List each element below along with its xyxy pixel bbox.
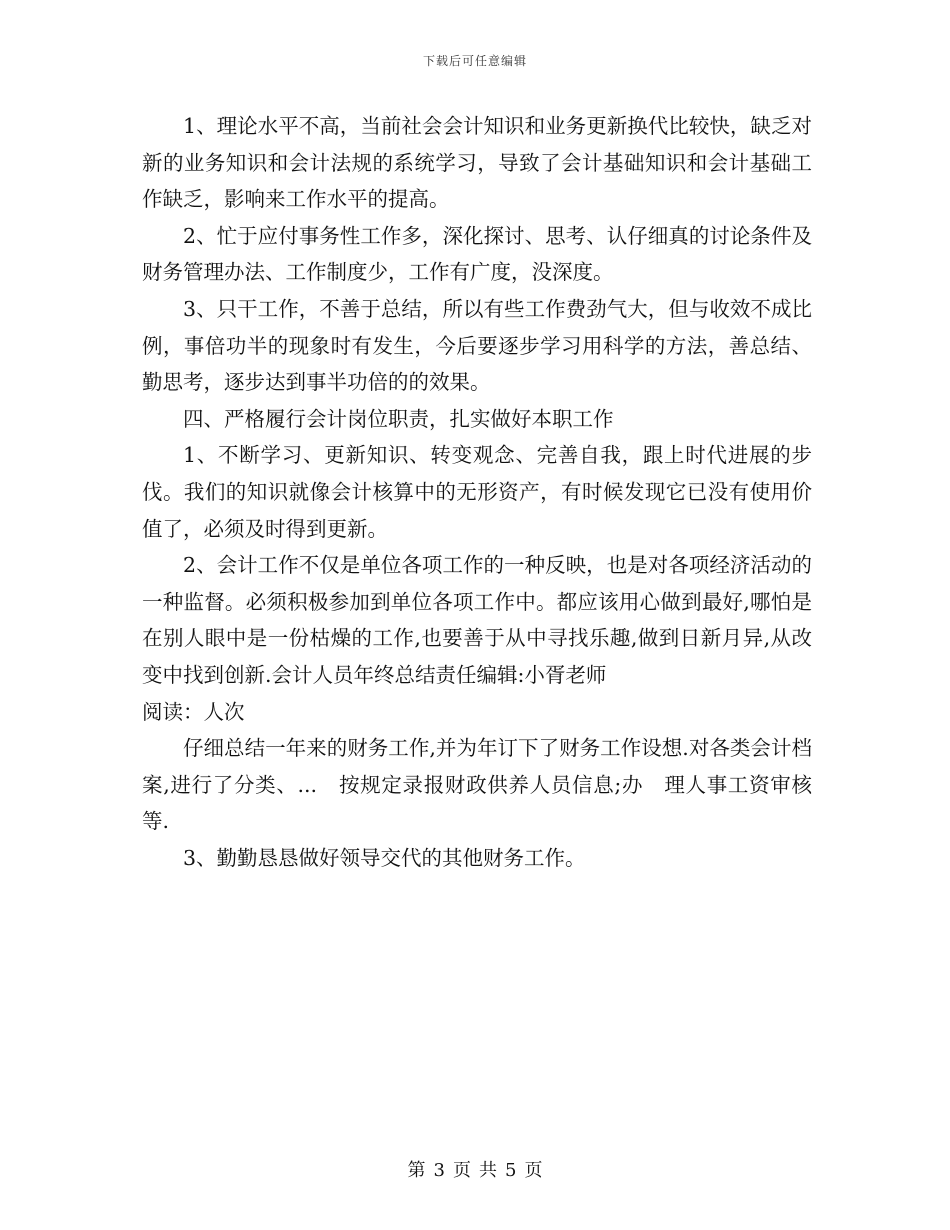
footer-ye: 页 — [453, 1160, 471, 1181]
section-heading-4: 四、严格履行会计岗位职责，扎实做好本职工作 — [183, 406, 614, 431]
footer-di: 第 — [407, 1160, 426, 1181]
paragraph-2: 2、忙于应付事务性工作多，深化探讨、思考、认仔细真的讨论条件及财务管理办法、工作制度少，工作有广度，没深度。 — [142, 223, 812, 285]
footer-ye-end: 页 — [524, 1160, 543, 1181]
paragraph-4-3: 3、勤勤恳恳做好领导交代的其他财务工作。 — [183, 845, 586, 870]
footer-current-page: 3 — [433, 1160, 445, 1181]
footer-gong: 共 — [479, 1160, 497, 1181]
read-count-line: 阅读：人次 — [142, 699, 245, 724]
footer-total-pages: 5 — [505, 1160, 517, 1181]
paragraph-4-2: 2、会计工作不仅是单位各项工作的一种反映，也是对各项经济活动的一种监督。必须积极参加到单位各项工作中。都应该用心做到最好,哪怕是在别人眼中是一份枯燥的工作,也要善于从中寻找乐趣,做到日新月异,从改变中找到创新.会计人员年终总结责任编辑:小胥老师 — [142, 553, 812, 687]
summary-paragraph: 仔细总结一年来的财务工作,并为年订下了财务工作设想.对各类会计档案,进行了分类、... 按规定录报财政供养人员信息;办 理人事工资审核等. — [142, 736, 812, 834]
paragraph-3: 3、只干工作，不善于总结，所以有些工作费劲气大，但与收效不成比例，事倍功半的现象时有发生，今后要逐步学习用科学的方法，善总结、勤思考，逐步达到事半功倍的的效果。 — [142, 296, 812, 395]
page-header: 下载后可任意编辑 — [422, 54, 527, 68]
document-body — [142, 108, 812, 876]
paragraph-4-1: 1、不断学习、更新知识、转变观念、完善自我，跟上时代进展的步伐。我们的知识就像会计核算中的无形资产，有时候发现它已没有使用价值了，必须及时得到更新。 — [142, 443, 812, 541]
page-footer — [0, 1156, 950, 1182]
paragraph-1: 1、理论水平不高，当前社会会计知识和业务更新换代比较快，缺乏对新的业务知识和会计法规的系统学习，导致了会计基础知识和会计基础工作缺乏，影响来工作水平的提高。 — [142, 114, 812, 212]
